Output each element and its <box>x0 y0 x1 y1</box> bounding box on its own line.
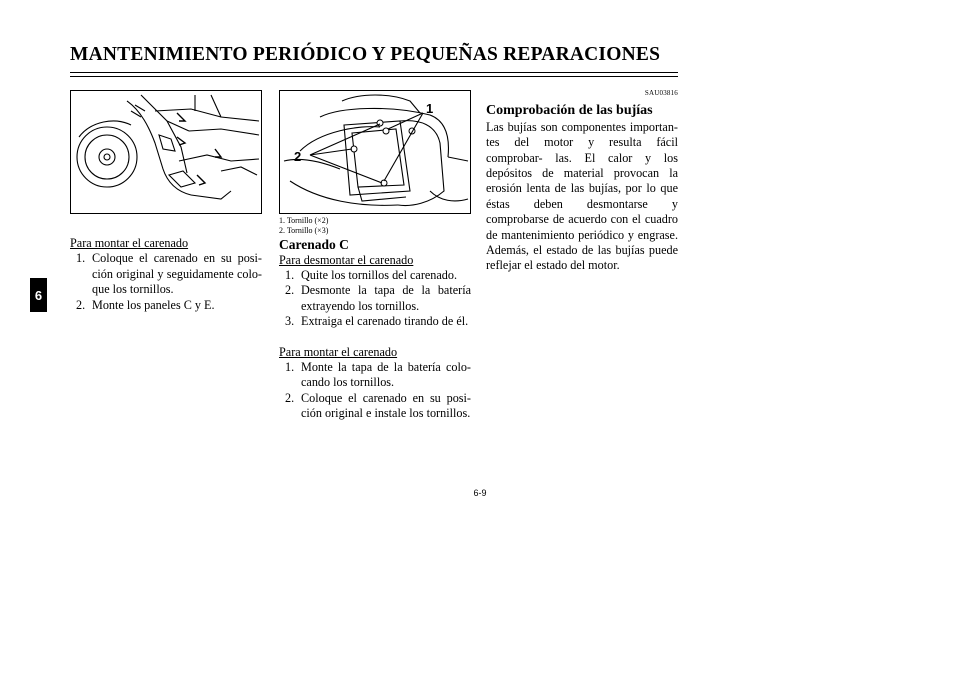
section-title-carenado-c: Carenado C <box>279 237 349 253</box>
spark-plug-paragraph: Las bujías son componentes importan- tes del motor y resulta fácil comprobar- las. El calor y los depósitos de material provocan la erosión lenta de las bujías, por lo que éstas deben desmontarse y comprobarse de acuerdo con el cuadro de mantenimiento periódico y engrase. Además, el estado de las bujías puede reflejar el estado del motor. <box>486 119 678 273</box>
header-rule <box>70 72 678 73</box>
page-title: MANTENIMIENTO PERIÓDICO Y PEQUEÑAS REPARACIONES <box>70 44 661 65</box>
chapter-tab-label: 6 <box>34 287 43 303</box>
install-steps-list <box>279 360 471 422</box>
page-number: 6-9 <box>473 488 487 498</box>
fairing-illustration <box>70 90 262 214</box>
list-item: 3. Extraiga el carenado tirando de él. <box>285 314 469 329</box>
caption-2: 2. Tornillo (×3) <box>279 225 329 235</box>
section-code: SAU03816 <box>644 89 678 97</box>
right-column <box>486 86 678 274</box>
install-steps-list <box>70 251 262 313</box>
list-item: 1. Monte la tapa de la batería colo- cando los tornillos. <box>285 360 471 390</box>
list-item: 2. Coloque el carenado en su posi- ción original e instale los tornillos. <box>285 390 471 421</box>
left-column <box>70 236 262 313</box>
figure-captions <box>279 216 471 235</box>
install-subheading: Para montar el carenado <box>279 344 398 359</box>
remove-subheading: Para desmontar el carenado <box>279 252 414 267</box>
carenado-c-illustration <box>279 90 471 214</box>
header-rule-thin <box>70 76 678 77</box>
list-item: 2. Desmonte la tapa de la batería extrayendo los tornillos. <box>285 283 471 313</box>
list-item: 1. Coloque el carenado en su posi- ción original y seguidamente colo- que los tornillos. <box>76 251 262 297</box>
callout-1: 1 <box>426 101 434 116</box>
install-subheading: Para montar el carenado <box>70 236 189 250</box>
middle-column <box>279 216 471 422</box>
remove-steps-list <box>279 268 471 330</box>
caption-1: 1. Tornillo (×2) <box>279 216 329 225</box>
list-item: 1. Quite los tornillos del carenado. <box>285 268 458 282</box>
chapter-tab <box>30 278 47 312</box>
rear-fairing-drawing <box>280 91 470 213</box>
scooter-wheel-drawing <box>71 91 261 213</box>
list-item: 2. Monte los paneles C y E. <box>76 297 215 312</box>
callout-2: 2 <box>294 149 302 164</box>
section-title-bujias: Comprobación de las bujías <box>486 103 653 119</box>
